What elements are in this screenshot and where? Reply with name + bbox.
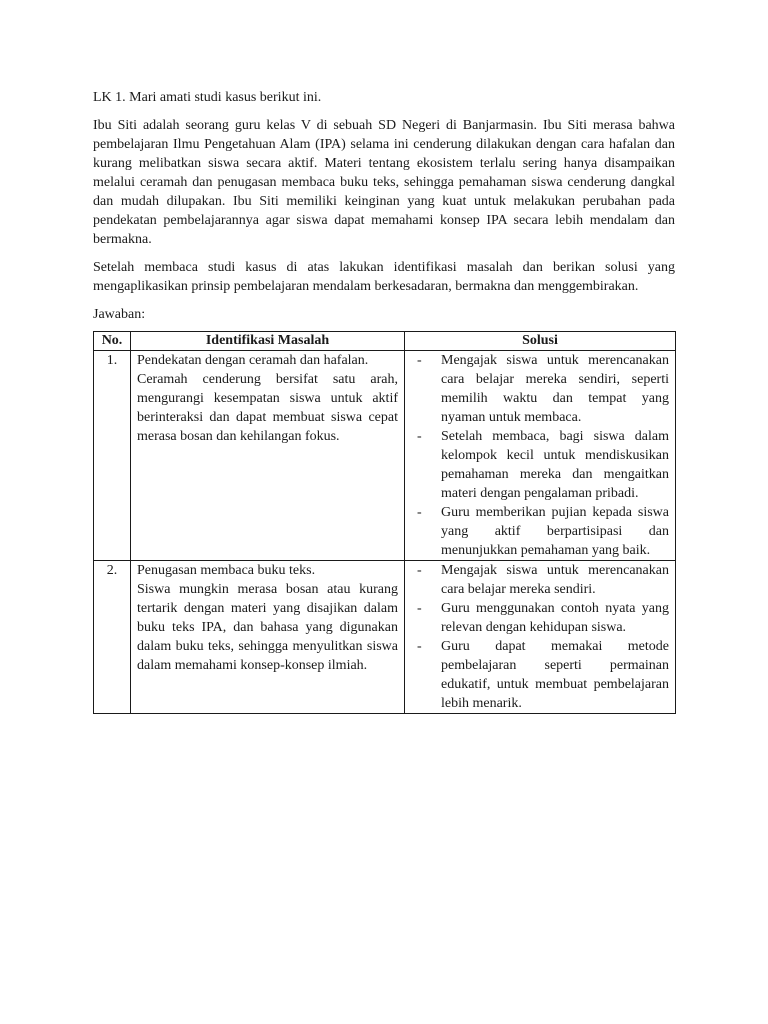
solution-item (411, 599, 669, 637)
solution-cell (405, 351, 676, 561)
bullet-dash: - (417, 353, 422, 368)
solution-cell (405, 561, 676, 714)
table-row (94, 351, 676, 561)
header-problem: Identifikasi Masalah (131, 332, 405, 351)
solution-text: Setelah membaca, bagi siswa dalam kelompok kecil untuk mendiskusikan pemahaman mereka dan mengaitkan materi dengan pengalaman pribadi. (441, 429, 669, 501)
bullet-dash: - (417, 505, 422, 520)
solution-item (411, 427, 669, 503)
solution-text: Mengajak siswa untuk merencanakan cara belajar mereka sendiri. (441, 563, 669, 597)
problem-title: Pendekatan dengan ceramah dan hafalan. (137, 353, 369, 368)
worksheet-page (93, 88, 675, 714)
problem-detail: Ceramah cenderung bersifat satu arah, mengurangi kesempatan siswa untuk aktif berinteraksi dan dapat membuat siswa cepat merasa bosan dan kehilangan fokus. (137, 372, 398, 444)
solution-text: Guru memberikan pujian kepada siswa yang aktif berpartisipasi dan menunjukkan pemahaman yang baik. (441, 505, 669, 558)
header-no: No. (94, 332, 131, 351)
instruction-paragraph: Setelah membaca studi kasus di atas lakukan identifikasi masalah dan berikan solusi yang mengaplikasikan prinsip pembelajaran mendalam berkesadaran, bermakna dan menggembirakan. (93, 260, 675, 294)
table-row (94, 561, 676, 714)
bullet-dash: - (417, 639, 422, 654)
worksheet-heading: LK 1. Mari amati studi kasus berikut ini. (93, 90, 322, 105)
case-study-paragraph: Ibu Siti adalah seorang guru kelas V di sebuah SD Negeri di Banjarmasin. Ibu Siti merasa bahwa pembelajaran Ilmu Pengetahuan Alam (IPA) selama ini cenderung dilakukan dengan cara hafalan dan kurang melibatkan siswa secara aktif. Materi tentang ekosistem terlalu sering hanya disampaikan melalui ceramah dan penugasan membaca buku teks, sehingga pemahaman siswa cenderung dangkal dan mudah dilupakan. Ibu Siti memiliki keinginan yang kuat untuk melakukan perubahan pada pendekatan pembelajarannya agar siswa dapat memahami konsep IPA secara lebih mendalam dan bermakna. (93, 118, 675, 247)
solution-item (411, 503, 669, 560)
problem-title: Penugasan membaca buku teks. (137, 563, 316, 578)
bullet-dash: - (417, 429, 422, 444)
table-header-row (94, 332, 676, 351)
problem-cell (131, 351, 405, 561)
answer-label: Jawaban: (93, 307, 146, 322)
solution-item (411, 561, 669, 599)
problem-cell (131, 561, 405, 714)
solution-item (411, 637, 669, 713)
bullet-dash: - (417, 563, 422, 578)
row-number: 1. (94, 351, 131, 561)
solution-list (411, 561, 669, 713)
solution-text: Mengajak siswa untuk merencanakan cara belajar mereka sendiri, seperti memilih waktu dan tempat yang nyaman untuk membaca. (441, 353, 669, 425)
problem-detail: Siswa mungkin merasa bosan atau kurang tertarik dengan materi yang disajikan dalam buku teks IPA, dan bahasa yang digunakan dalam buku teks, sehingga menyulitkan siswa dalam memahami konsep-konsep ilmiah. (137, 582, 398, 673)
solution-list (411, 351, 669, 560)
answer-table (93, 331, 676, 714)
solution-text: Guru dapat memakai metode pembelajaran seperti permainan edukatif, untuk membuat pembelajaran lebih menarik. (441, 639, 669, 711)
row-number: 2. (94, 561, 131, 714)
bullet-dash: - (417, 601, 422, 616)
solution-text: Guru menggunakan contoh nyata yang relevan dengan kehidupan siswa. (441, 601, 669, 635)
solution-item (411, 351, 669, 427)
header-solution: Solusi (405, 332, 676, 351)
